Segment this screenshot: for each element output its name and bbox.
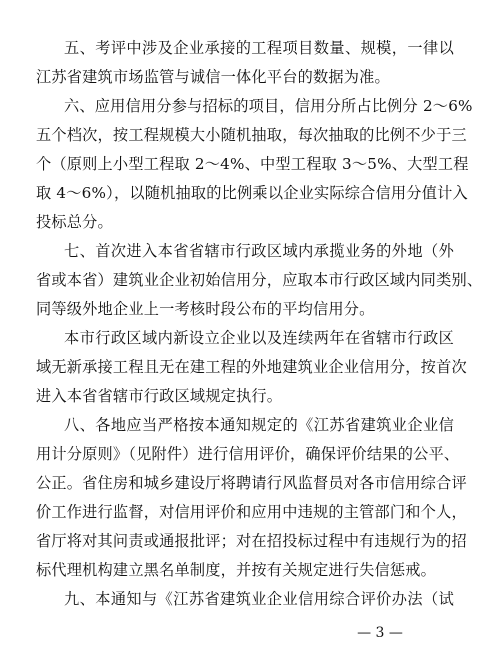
text-line: 七、首次进入本省省辖市行政区域内承揽业务的外地（外 [64, 242, 454, 260]
text-line: 省厅将对其问责或通报批评；对在招投标过程中有违规行为的招 [36, 532, 467, 550]
text-line: 域无新承接工程且无在建工程的外地建筑业企业信用分，按首次 [36, 358, 467, 376]
text-line: 价工作进行监督，对信用评价和应用中违规的主管部门和个人， [36, 503, 467, 521]
text-line: 五、考评中涉及企业承接的工程项目数量、规模，一律以 [64, 39, 454, 57]
text-line: 同等级外地企业上一考核时段公布的平均信用分。 [36, 300, 375, 318]
text-line: 五个档次，按工程规模大小随机抽取，每次抽取的比例不少于三 [36, 126, 467, 144]
text-line: 取 4～6%），以随机抽取的比例乘以企业实际综合信用分值计入 [36, 184, 468, 202]
text-line: 江苏省建筑市场监管与诚信一体化平台的数据为准。 [36, 68, 390, 86]
text-line: 投标总分。 [36, 213, 113, 231]
page-number: — 3 — [357, 625, 403, 641]
text-line: 进入本省省辖市行政区域规定执行。 [36, 387, 283, 405]
text-line: 用计分原则》（见附件）进行信用评价，确保评价结果的公平、 [36, 445, 460, 463]
text-line: 省或本省）建筑业企业初始信用分，应取本市行政区域内同类别、 [36, 271, 483, 289]
text-line: 公正。省住房和城乡建设厅将聘请行风监督员对各市信用综合评 [36, 474, 467, 492]
text-line: 九、本通知与《江苏省建筑业企业信用综合评价办法（试 [64, 590, 454, 608]
text-line: 本市行政区域内新设立企业以及连续两年在省辖市行政区 [64, 329, 454, 347]
text-line: 八、各地应当严格按本通知规定的《江苏省建筑业企业信 [64, 416, 454, 434]
text-line: 标代理机构建立黑名单制度，并按有关规定进行失信惩戒。 [36, 561, 437, 579]
text-line: 个（原则上小型工程取 2～4%、中型工程取 3～5%、大型工程 [36, 155, 469, 173]
text-line: 六、应用信用分参与招标的项目，信用分所占比例分 2～6% [64, 97, 473, 115]
